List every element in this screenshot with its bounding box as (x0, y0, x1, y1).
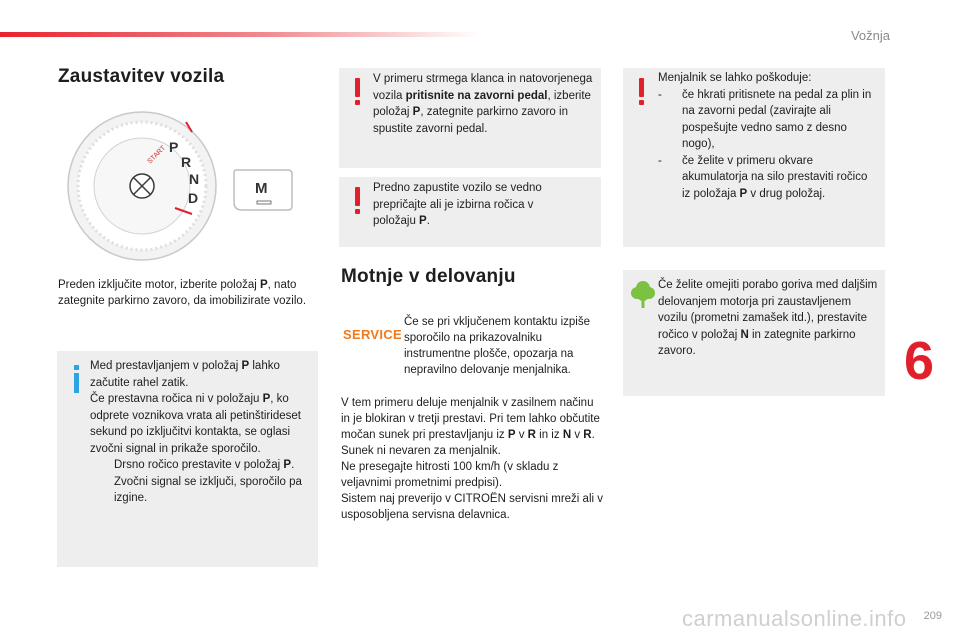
warning-box-leave-vehicle (339, 177, 601, 247)
arrow-bullet-icon (90, 457, 114, 507)
warning-gearbox-damage-text: Menjalnik se lahko poškoduje: - če hkrati pritisnete na pedal za plin in na zavorni pedal (zavirajte ali pospešujte vedno samo z desno nogo), - če želite v primeru okvare akumulatorja na silo prestaviti ročico iz položaja P v drug položaj. (658, 72, 872, 200)
info-icon (73, 365, 81, 393)
info-box (57, 351, 318, 567)
info-box-text: Med prestavljanjem v položaj P lahko začutite rahel zatik. Če prestavna ročica ni v položaju P, ko odprete voznikova vrata ali petinštirideset sekund po izključitvi kontakta, se oglasi zvočni signal in prikaže sporočilo. Drsno ročico prestavite v položaj P. Zvočni signal se izključi, sporočilo pa izgine. (90, 358, 308, 507)
manual-mode-label: M (255, 180, 268, 197)
eco-text: Če želite omejiti porabo goriva med daljšim delovanjem motorja pri zaustavljenem vozilu (prometni zamašek itd.), prestavite ročico v položaj N in zategnite parkirno zavoro. (658, 279, 878, 357)
warning-icon (637, 78, 645, 106)
warning-icon (353, 187, 361, 215)
header-accent-bar (0, 32, 480, 37)
warning-steep-slope-text: V primeru strmega klanca in natovorjenega vozila pritisnite na zavorni pedal, izberite položaj P, zategnite parkirno zavoro in spustite zavorni pedal. (373, 73, 593, 135)
watermark: carmanualsonline.info (682, 606, 907, 631)
eco-box (623, 270, 885, 396)
malfunction-paragraph: V tem primeru deluje menjalnik v zasilnem načinu in je blokiran v tretji prestavi. Pri tem lahko občutite močan sunek pri prestavljanju iz P v R in iz N v R. Sunek ni nevaren za menjalnik. Ne presegajte hitrosti 100 km/h (v skladu z veljavnimi prometnimi predpisi). Sistem naj preverijo v CITROËN servisni mreži ali v usposobljena servisna delavnica. (341, 397, 604, 521)
service-warning-icon: SERVICE (343, 327, 402, 342)
page-number: 209 (923, 610, 942, 622)
section-title: Vožnja (850, 28, 890, 43)
gear-d: D (188, 190, 199, 206)
gear-p: P (169, 139, 179, 155)
eco-tree-icon (630, 279, 656, 309)
malfunction-title: Motnje v delovanju (341, 266, 516, 287)
service-text: Če se pri vključenem kontaktu izpiše sporočilo na prikazovalniku instrumentne plošče, opozarja na nepravilno delovanje menjalnika. (404, 316, 590, 376)
gear-selector-illustration (66, 110, 316, 262)
warning-box-steep-slope (339, 68, 601, 168)
start-label: START (146, 144, 168, 166)
warning-leave-vehicle-text: Predno zapustite vozilo se vedno prepričajte ali je izbirna ročica v položaju P. (373, 182, 542, 227)
warning-box-gearbox-damage (623, 68, 885, 247)
gear-n: N (189, 171, 200, 187)
warning-icon (353, 78, 361, 106)
stopping-title: Zaustavitev vozila (58, 66, 225, 87)
chapter-number: 6 (904, 331, 935, 391)
stopping-paragraph: Preden izključite motor, izberite položaj P, nato zategnite parkirno zavoro, da imobilizirate vozilo. (58, 279, 307, 307)
gear-r: R (181, 154, 192, 170)
